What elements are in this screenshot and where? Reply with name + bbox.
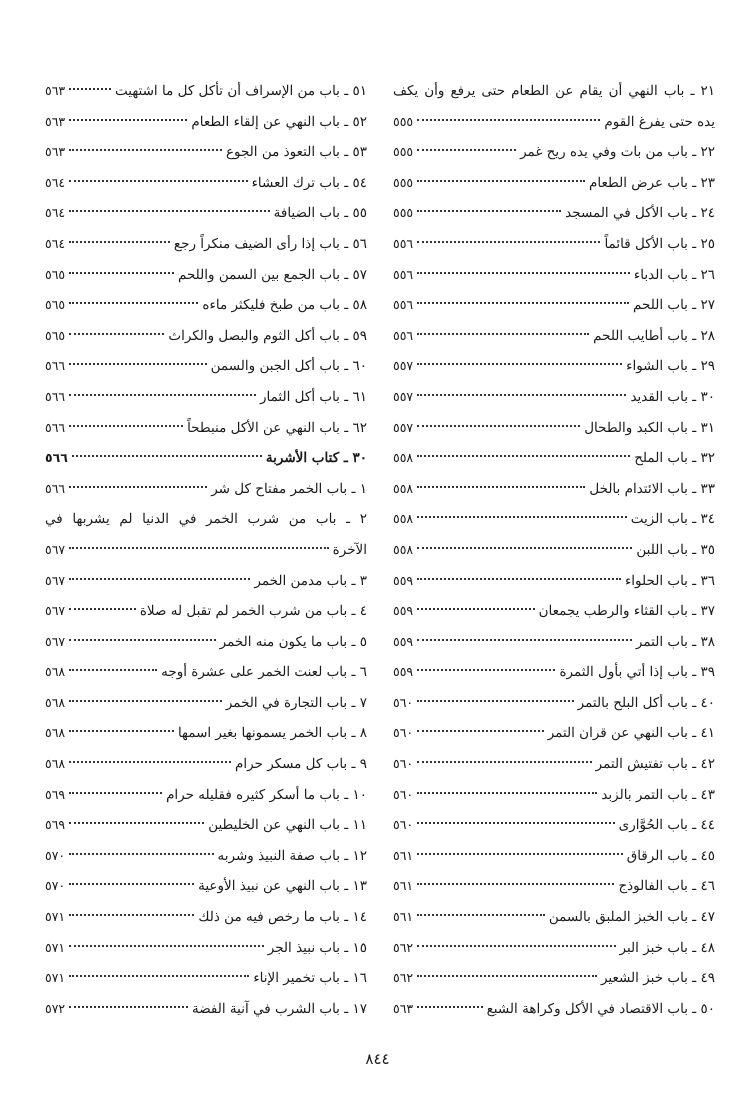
entry-title: ٤٢ ـ باب تفتيش التمر xyxy=(595,756,715,773)
entry-title: ٥٣ ـ باب التعوذ من الجوع xyxy=(225,144,367,161)
entry-title: ٦١ ـ باب أكل الثمار xyxy=(260,388,367,405)
dot-leader xyxy=(417,516,627,518)
entry-page-number: ٥٧١ xyxy=(45,939,66,955)
entry-title: ٤ ـ باب من شرب الخمر لم تقبل له صلاة xyxy=(139,603,367,620)
dot-leader xyxy=(417,425,580,427)
entry-page-number: ٥٥٦ xyxy=(393,266,414,282)
entry-page-number: ٥٥٧ xyxy=(393,419,414,435)
dot-leader xyxy=(417,761,591,763)
entry-title: ٤٠ ـ باب أكل البلح بالتمر xyxy=(577,694,715,711)
toc-entry xyxy=(45,810,367,841)
entry-title: ٦ ـ باب لعنت الخمر على عشرة أوجه xyxy=(161,664,367,681)
toc-entry xyxy=(45,718,367,749)
dot-leader xyxy=(69,761,231,763)
entry-page-number: ٥٥٧ xyxy=(393,358,414,374)
entry-page-number: ٥٦٠ xyxy=(393,725,414,741)
toc-entry xyxy=(393,351,715,382)
toc-entry xyxy=(45,229,367,260)
page-number: ٨٤٤ xyxy=(365,1050,390,1068)
entry-page-number: ٥٦٣ xyxy=(45,83,66,98)
entry-title: ٣٧ ـ باب القثاء والرطب يجمعان xyxy=(538,603,715,620)
entry-title: ٣٤ ـ باب الزيت xyxy=(630,511,715,528)
entry-page-number: ٥٦١ xyxy=(393,847,414,863)
toc-entry xyxy=(393,718,715,749)
entry-page-number: ٥٦٠ xyxy=(393,694,414,710)
entry-page-number: ٥٥٦ xyxy=(393,327,414,343)
toc-entry xyxy=(393,137,715,168)
entry-page-number: ٥٦٠ xyxy=(393,817,414,833)
toc-entry xyxy=(45,657,367,688)
dot-leader xyxy=(417,486,585,488)
entry-page-number: ٥٥٧ xyxy=(393,388,414,404)
entry-page-number: ٥٦٥ xyxy=(45,266,66,282)
toc-entry xyxy=(45,780,367,811)
entry-title: ٨ ـ باب الخمر يسمونها بغير اسمها xyxy=(177,725,367,742)
toc-entry xyxy=(393,841,715,872)
entry-title: ٢ ـ باب من شرب الخمر في الدنيا لم يشربها في xyxy=(45,511,367,528)
entry-title: ٢٦ ـ باب الدباء xyxy=(633,266,715,283)
dot-leader xyxy=(69,486,207,488)
entry-title: ٤٥ ـ باب الرقاق xyxy=(626,847,715,864)
entry-page-number: ٥٦٠ xyxy=(393,756,414,772)
toc-column-right xyxy=(393,76,715,1024)
dot-leader xyxy=(417,822,615,824)
dot-leader xyxy=(69,363,206,365)
entry-page-number: ٥٦٨ xyxy=(45,664,66,680)
entry-title: ٥٠ ـ باب الاقتصاد في الأكل وكراهة الشبع xyxy=(486,1000,715,1017)
toc-entry xyxy=(45,627,367,658)
dot-leader xyxy=(417,578,621,580)
entry-title: ٥ ـ باب ما يكون منه الخمر xyxy=(219,633,367,650)
entry-page-number: ٥٦٧ xyxy=(45,603,66,619)
entry-page-number: ٥٥٦ xyxy=(393,235,414,251)
entry-page-number: ٥٥٩ xyxy=(393,572,414,588)
toc-entry xyxy=(45,290,367,321)
entry-page-number: ٥٦٤ xyxy=(45,235,66,251)
entry-title: ٣٠ ـ كتاب الأشربة xyxy=(265,450,367,467)
toc-entry xyxy=(393,749,715,780)
entry-page-number: ٥٦٦ xyxy=(45,480,66,496)
entry-title: يده حتى يفرغ القوم xyxy=(604,113,715,130)
entry-page-number: ٥٥٥ xyxy=(393,113,414,129)
entry-title: ٩ ـ باب كل مسكر حرام xyxy=(235,756,367,773)
entry-page-number: ٥٥٥ xyxy=(393,205,414,221)
toc-entry xyxy=(393,382,715,413)
entry-title: ١٦ ـ باب تخمير الإناء xyxy=(253,970,367,987)
dot-leader xyxy=(417,792,597,794)
dot-leader xyxy=(69,394,256,396)
entry-title: ٢٢ ـ باب من بات وفي يده ريح غمر xyxy=(520,144,715,161)
entry-page-number: ٥٥٨ xyxy=(393,450,414,466)
dot-leader xyxy=(69,914,194,916)
entry-page-number: ٥٦١ xyxy=(393,909,414,925)
dot-leader xyxy=(417,700,574,702)
entry-title: ٥٨ ـ باب من طبخ فليكثر ماءه xyxy=(202,297,367,314)
toc-entry xyxy=(393,443,715,474)
dot-leader xyxy=(417,210,561,212)
entry-title: ٣٩ ـ باب إذا أتي بأول الثمرة xyxy=(559,664,715,681)
entry-title: ٥٦ ـ باب إذا رأى الضيف منكراً رجع xyxy=(173,235,367,252)
entry-title: ٥٩ ـ باب أكل الثوم والبصل والكراث xyxy=(168,327,367,344)
toc-entry xyxy=(45,994,367,1025)
toc-entry xyxy=(45,474,367,505)
entry-page-number: ٥٥٨ xyxy=(393,480,414,496)
toc-entry xyxy=(393,504,715,535)
toc-entry xyxy=(393,107,715,138)
entry-title: ٢٥ ـ باب الأكل قائماً xyxy=(604,235,715,252)
toc-entry xyxy=(393,474,715,505)
toc-entry xyxy=(45,871,367,902)
entry-title: ١٥ ـ باب نبيذ الجر xyxy=(267,939,367,956)
dot-leader xyxy=(417,853,623,855)
toc-entry xyxy=(393,168,715,199)
entry-title: ١١ ـ باب النهي عن الخليطين xyxy=(208,817,367,834)
entry-page-number: ٥٦٧ xyxy=(45,633,66,649)
dot-leader xyxy=(69,1006,188,1008)
entry-title: ١٣ ـ باب النهي عن نبيذ الأوعية xyxy=(198,878,367,895)
toc-entry xyxy=(45,749,367,780)
entry-page-number: ٥٦٤ xyxy=(45,174,66,190)
dot-leader xyxy=(69,547,329,549)
entry-title: ٥٥ ـ باب الضيافة xyxy=(273,205,367,222)
entry-title: الآخرة xyxy=(332,541,367,558)
toc-entry xyxy=(45,443,367,474)
dot-leader xyxy=(417,975,597,977)
entry-page-number: ٥٦٠ xyxy=(393,786,414,802)
toc-entry xyxy=(45,107,367,138)
toc-entry xyxy=(45,566,367,597)
entry-page-number: ٥٥٨ xyxy=(393,511,414,527)
dot-leader xyxy=(417,394,626,396)
toc-entry xyxy=(393,76,715,107)
dot-leader xyxy=(69,302,198,304)
dot-leader xyxy=(417,333,589,335)
dot-leader xyxy=(69,241,170,243)
dot-leader xyxy=(69,425,183,427)
dot-leader xyxy=(69,700,222,702)
toc-entry xyxy=(45,382,367,413)
entry-title: ٥٢ ـ باب النهي عن إلقاء الطعام xyxy=(191,113,367,130)
entry-page-number: ٥٥٩ xyxy=(393,603,414,619)
toc-entry xyxy=(393,413,715,444)
dot-leader xyxy=(69,88,111,90)
entry-page-number: ٥٥٩ xyxy=(393,633,414,649)
entry-page-number: ٥٧٢ xyxy=(45,1000,66,1016)
toc-entry xyxy=(393,596,715,627)
entry-page-number: ٥٦٩ xyxy=(45,817,66,833)
entry-title: ١٢ ـ باب صفة النبيذ وشربه xyxy=(217,847,367,864)
entry-title: ٤٣ ـ باب التمر بالزبد xyxy=(601,786,715,803)
entry-title: ٦٠ ـ باب أكل الجبن والسمن xyxy=(210,358,367,375)
dot-leader xyxy=(417,547,632,549)
toc-entry xyxy=(45,902,367,933)
dot-leader xyxy=(69,883,194,885)
dot-leader xyxy=(69,608,136,610)
dot-leader xyxy=(69,149,222,151)
dot-leader xyxy=(69,272,174,274)
entry-page-number: ٥٥٦ xyxy=(393,297,414,313)
entry-title: ١٤ ـ باب ما رخص فيه من ذلك xyxy=(198,909,367,926)
entry-title: ٢١ ـ باب النهي أن يقام عن الطعام حتى يرفع وأن يكف xyxy=(393,83,715,99)
dot-leader xyxy=(417,302,629,304)
entry-title: ٣٠ ـ باب القديد xyxy=(630,388,715,405)
toc-entry xyxy=(45,321,367,352)
entry-title: ٣٢ ـ باب الملح xyxy=(634,450,715,467)
toc-entry xyxy=(393,290,715,321)
dot-leader xyxy=(417,272,630,274)
dot-leader xyxy=(69,945,264,947)
entry-title: ٣٥ ـ باب اللبن xyxy=(636,541,715,558)
entry-title: ٧ ـ باب التجارة في الخمر xyxy=(225,694,367,711)
dot-leader xyxy=(417,119,600,121)
entry-title: ٣ ـ باب مدمن الخمر xyxy=(254,572,367,589)
toc-entry xyxy=(45,351,367,382)
entry-title: ٢٨ ـ باب أطايب اللحم xyxy=(593,327,715,344)
entry-title: ٥١ ـ باب من الإسراف أن تأكل كل ما اشتهيت xyxy=(114,83,367,99)
toc-entry xyxy=(393,627,715,658)
toc-entry xyxy=(45,596,367,627)
dot-leader xyxy=(417,1006,482,1008)
toc-entry xyxy=(393,810,715,841)
entry-page-number: ٥٦٥ xyxy=(45,327,66,343)
entry-title: ٤٨ ـ باب خبز البر xyxy=(619,939,715,956)
entry-title: ٣٨ ـ باب التمر xyxy=(635,633,715,650)
dot-leader xyxy=(72,455,262,457)
toc-entry xyxy=(393,994,715,1025)
entry-page-number: ٥٦١ xyxy=(393,878,414,894)
toc-entry xyxy=(393,321,715,352)
toc-entry xyxy=(45,198,367,229)
entry-page-number: ٥٦٨ xyxy=(45,694,66,710)
toc-entry xyxy=(393,535,715,566)
entry-page-number: ٥٧١ xyxy=(45,970,66,986)
entry-title: ٥٧ ـ باب الجمع بين السمن واللحم xyxy=(177,266,367,283)
entry-page-number: ٥٥٥ xyxy=(393,174,414,190)
toc-entry xyxy=(393,229,715,260)
toc-entry xyxy=(393,198,715,229)
entry-title: ١٠ ـ باب ما أسكر كثيره فقليله حرام xyxy=(166,786,367,803)
dot-leader xyxy=(417,883,614,885)
entry-page-number: ٥٧٠ xyxy=(45,847,66,863)
dot-leader xyxy=(417,669,555,671)
entry-page-number: ٥٦٨ xyxy=(45,725,66,741)
entry-title: ٣٦ ـ باب الحلواء xyxy=(624,572,715,589)
entry-page-number: ٥٦٨ xyxy=(45,756,66,772)
dot-leader xyxy=(69,975,249,977)
entry-title: ٤٦ ـ باب الفالوذج xyxy=(618,878,715,895)
entry-page-number: ٥٦٧ xyxy=(45,541,66,557)
toc-entry xyxy=(45,137,367,168)
toc-entry xyxy=(393,780,715,811)
entry-title: ٢٤ ـ باب الأكل في المسجد xyxy=(565,205,715,222)
entry-page-number: ٥٦٦ xyxy=(45,358,66,374)
dot-leader xyxy=(69,822,204,824)
dot-leader xyxy=(417,914,545,916)
entry-page-number: ٥٦٦ xyxy=(45,388,66,404)
entry-title: ٤٤ ـ باب الحُوَّارى xyxy=(618,817,715,834)
dot-leader xyxy=(417,639,632,641)
dot-leader xyxy=(69,180,247,182)
toc-entry xyxy=(45,260,367,291)
dot-leader xyxy=(417,945,615,947)
entry-page-number: ٥٥٩ xyxy=(393,664,414,680)
entry-title: ٤٩ ـ باب خبز الشعير xyxy=(600,970,715,987)
entry-title: ٢٣ ـ باب عرض الطعام xyxy=(589,174,715,191)
dot-leader xyxy=(69,792,162,794)
toc-entry xyxy=(393,688,715,719)
entry-page-number: ٥٥٨ xyxy=(393,541,414,557)
entry-title: ٣٣ ـ باب الائتدام بالخل xyxy=(589,480,715,497)
toc-entry xyxy=(45,76,367,107)
toc-entry xyxy=(45,504,367,535)
dot-leader xyxy=(417,455,630,457)
dot-leader xyxy=(69,333,164,335)
toc-entry xyxy=(393,933,715,964)
entry-page-number: ٥٦٢ xyxy=(393,939,414,955)
toc-entry xyxy=(45,688,367,719)
entry-page-number: ٥٦٥ xyxy=(45,297,66,313)
dot-leader xyxy=(69,639,215,641)
toc-entry xyxy=(393,657,715,688)
entry-page-number: ٥٦٣ xyxy=(393,1000,414,1016)
entry-title: ٣١ ـ باب الكبد والطحال xyxy=(584,419,715,436)
dot-leader xyxy=(417,180,585,182)
toc-entry xyxy=(45,963,367,994)
entry-page-number: ٥٦٣ xyxy=(45,113,66,129)
dot-leader xyxy=(69,119,187,121)
entry-title: ٥٤ ـ باب ترك العشاء xyxy=(251,174,367,191)
entry-title: ٢٧ ـ باب اللحم xyxy=(633,297,715,314)
toc-entry xyxy=(393,260,715,291)
entry-page-number: ٥٦٦ xyxy=(45,450,68,466)
entry-title: ٦٢ ـ باب النهي عن الأكل منبطحاً xyxy=(187,419,367,436)
entry-page-number: ٥٦٧ xyxy=(45,572,66,588)
toc-entry xyxy=(45,168,367,199)
toc-entry xyxy=(45,841,367,872)
dot-leader xyxy=(69,578,250,580)
dot-leader xyxy=(417,241,600,243)
dot-leader xyxy=(69,669,157,671)
toc-entry xyxy=(393,871,715,902)
entry-page-number: ٥٧٠ xyxy=(45,878,66,894)
entry-title: ٤١ ـ باب النهي عن قران التمر xyxy=(547,725,715,742)
toc-entry xyxy=(393,902,715,933)
toc-entry xyxy=(393,566,715,597)
entry-page-number: ٥٦٢ xyxy=(393,970,414,986)
toc-entry xyxy=(393,963,715,994)
toc-entry xyxy=(45,933,367,964)
entry-title: ١٧ ـ باب الشرب في آنية الفضة xyxy=(191,1000,367,1017)
entry-page-number: ٥٦٦ xyxy=(45,419,66,435)
entry-title: ١ ـ باب الخمر مفتاح كل شر xyxy=(211,480,367,497)
toc-entry xyxy=(45,413,367,444)
dot-leader xyxy=(417,730,544,732)
entry-title: ٢٩ ـ باب الشواء xyxy=(626,358,715,375)
dot-leader xyxy=(417,608,534,610)
toc-entry xyxy=(45,535,367,566)
entry-page-number: ٥٥٥ xyxy=(393,144,414,160)
toc-column-left xyxy=(45,76,367,1024)
entry-page-number: ٥٦٣ xyxy=(45,144,66,160)
dot-leader xyxy=(69,730,174,732)
entry-page-number: ٥٦٩ xyxy=(45,786,66,802)
dot-leader xyxy=(69,853,213,855)
entry-title: ٤٧ ـ باب الخبز الملبق بالسمن xyxy=(548,909,715,926)
dot-leader xyxy=(417,149,516,151)
entry-page-number: ٥٦٤ xyxy=(45,205,66,221)
dot-leader xyxy=(417,363,622,365)
entry-page-number: ٥٧١ xyxy=(45,909,66,925)
dot-leader xyxy=(69,210,269,212)
